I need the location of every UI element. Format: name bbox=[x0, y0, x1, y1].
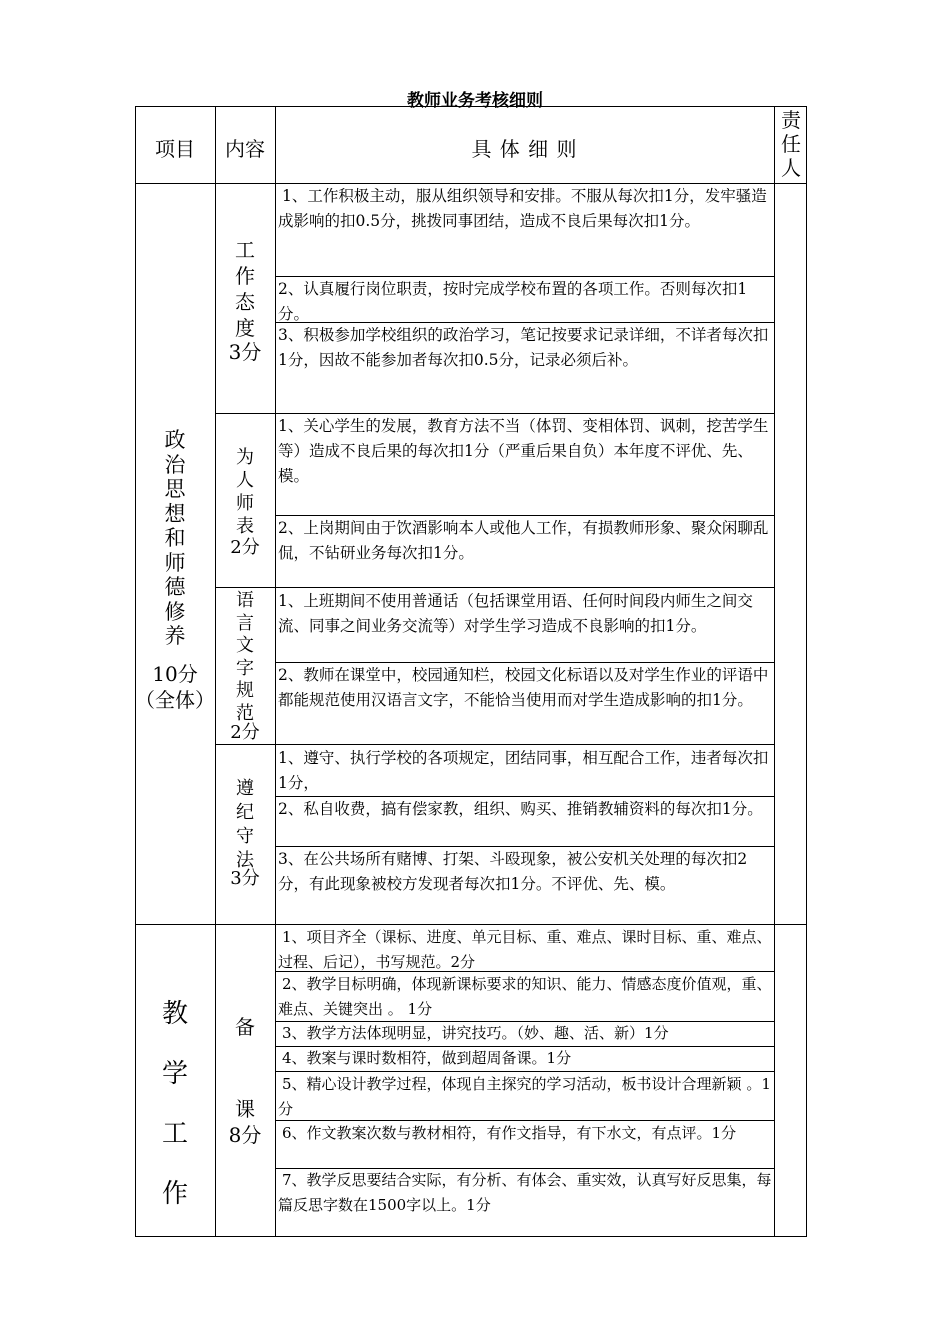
header-responsible: 责任人 bbox=[781, 108, 801, 180]
group-score: 2分 bbox=[230, 537, 260, 558]
group-label-work-attitude: 工作态度 bbox=[235, 238, 255, 340]
header-content: 内容 bbox=[225, 137, 265, 161]
rule-text: 3、在公共场所有赌博、打架、斗殴现象，被公安机关处理的每次扣2分，有此现象被校方发现者每次扣1分。不评优、先、模。 bbox=[278, 850, 748, 893]
section1-scope: （全体） bbox=[135, 688, 215, 712]
rule-text: 7、教学反思要结合实际，有分析、有体会、重实效，认真写好反思集，每篇反思字数在1500字以上。1分 bbox=[278, 1171, 772, 1214]
section1-score: 10分 bbox=[152, 662, 198, 686]
rule-text: 1、工作积极主动，服从组织领导和安排。不服从每次扣1分，发牢骚造成影响的扣0.5分，挑拨同事团结，造成不良后果每次扣1分。 bbox=[278, 187, 767, 230]
section1-name: 政治思想和师德修养 bbox=[164, 428, 186, 648]
rule-text: 1、关心学生的发展，教育方法不当（体罚、变相体罚、讽刺，挖苦学生等）造成不良后果的每次扣1分（严重后果自负）本年度不评优、先、模。 bbox=[278, 417, 769, 485]
rule-text: 1、遵守、执行学校的各项规定，团结同事，相互配合工作，违者每次扣1分， bbox=[278, 749, 769, 792]
rule-text: 2、上岗期间由于饮酒影响本人或他人工作，有损教师形象、聚众闲聊乱侃，不钻研业务每次扣1分。 bbox=[278, 519, 769, 562]
rule-text: 5、精心设计教学过程，体现自主探究的学习活动，板书设计合理新颖 。1分 bbox=[278, 1075, 771, 1118]
rule-text: 3、教学方法体现明显，讲究技巧。（妙、趣、活、新）1分 bbox=[282, 1024, 669, 1042]
group-label-lesson-prep: 课 bbox=[235, 1097, 255, 1121]
rule-text: 1、项目齐全（课标、进度、单元目标、重、难点、课时目标、重、难点、过程、后记），书写规范。2分 bbox=[278, 928, 772, 971]
header-details: 具 体 细 则 bbox=[471, 137, 578, 161]
group-score: 3分 bbox=[228, 340, 262, 364]
group-label-lesson-prep: 备 bbox=[235, 1015, 255, 1039]
group-score: 2分 bbox=[230, 722, 260, 743]
header-item: 项目 bbox=[155, 137, 195, 161]
rule-text: 6、作文教案次数与教材相符，有作文指导，有下水文，有点评。1分 bbox=[282, 1124, 737, 1142]
group-label-law-abiding: 遵纪守法 bbox=[236, 778, 254, 871]
group-label-role-model: 为人师表 bbox=[236, 447, 254, 537]
group-score: 3分 bbox=[230, 868, 260, 889]
section2-name: 教学工作 bbox=[161, 999, 188, 1209]
group-divider bbox=[215, 744, 774, 745]
rule-text: 2、认真履行岗位职责，按时完成学校布置的各项工作。否则每次扣1分。 bbox=[278, 280, 748, 323]
group-score: 8分 bbox=[228, 1123, 262, 1147]
group-label-language-standard: 语言文字规范 bbox=[236, 590, 254, 724]
rule-text: 2、私自收费，搞有偿家教，组织、购买、推销教辅资料的每次扣1分。 bbox=[278, 800, 763, 818]
col-divider bbox=[215, 106, 216, 1237]
rule-text: 2、教学目标明确，体现新课标要求的知识、能力、情感态度价值观，重、难点、关键突出 。 1分 bbox=[278, 975, 772, 1018]
page-title: 教师业务考核细则 bbox=[407, 91, 543, 111]
rule-text: 4、教案与课时数相符，做到超周备课。1分 bbox=[282, 1049, 572, 1067]
group-divider bbox=[215, 587, 774, 588]
rule-text: 3、积极参加学校组织的政治学习，笔记按要求记录详细，不详者每次扣1分，因故不能参加者每次扣0.5分，记录必须后补。 bbox=[278, 326, 769, 369]
col-divider bbox=[774, 106, 775, 1237]
rule-text: 1、上班期间不使用普通话（包括课堂用语、任何时间段内师生之间交流、同事之间业务交流等）对学生学习造成不良影响的扣1分。 bbox=[278, 592, 753, 635]
rule-text: 2、教师在课堂中，校园通知栏，校园文化标语以及对学生作业的评语中都能规范使用汉语言文字，不能恰当使用而对学生造成影响的扣1分。 bbox=[278, 666, 769, 709]
